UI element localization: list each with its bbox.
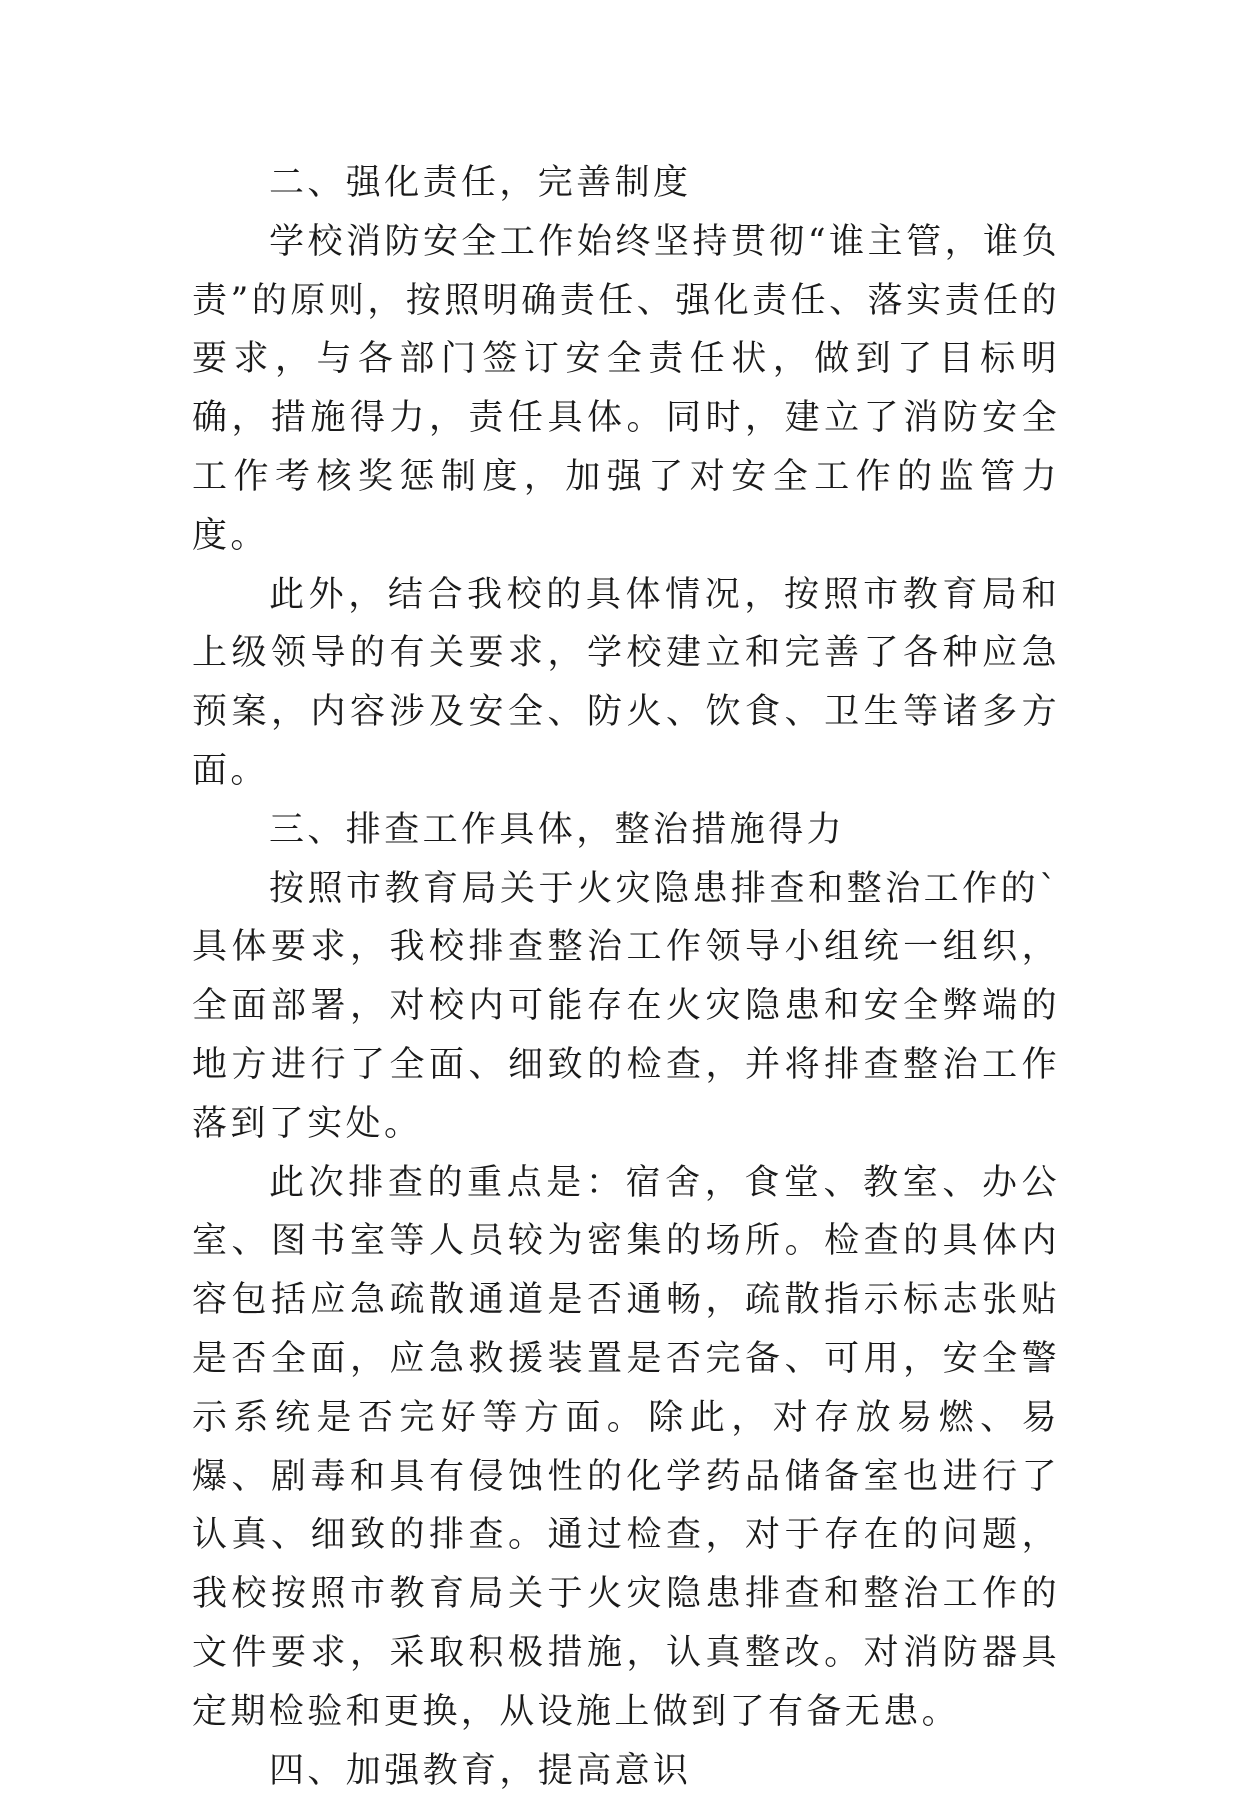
paragraph-inspection: 按照市教育局关于火灾隐患排查和整治工作的`具体要求，我校排查整治工作领导小组统一组织，全面部署，对校内可能存在火灾隐患和安全弊端的地方进行了全面、细致的检查，并将排查整治工作落到了实处。 — [192, 868, 1060, 1144]
document-body — [192, 154, 1060, 1800]
section-heading-3: 三、排查工作具体，整治措施得力 — [269, 809, 846, 850]
paragraph-emergency-plans: 此外，结合我校的具体情况，按照市教育局和上级领导的有关要求，学校建立和完善了各种应急预案，内容涉及安全、防火、饮食、卫生等诸多方面。 — [192, 574, 1060, 791]
section-heading-4: 四、加强教育，提高意识 — [269, 1750, 692, 1791]
paragraph-inspection-focus: 此次排查的重点是：宿舍，食堂、教室、办公室、图书室等人员较为密集的场所。检查的具体内容包括应急疏散通道是否通畅，疏散指示标志张贴是否全面，应急救援装置是否完备、可用，安全警示系统是否完好等方面。除此，对存放易燃、易爆、剧毒和具有侵蚀性的化学药品储备室也进行了认真、细致的排查。通过检查，对于存在的问题，我校按照市教育局关于火灾隐患排查和整治工作的文件要求，采取积极措施，认真整改。对消防器具定期检验和更换，从设施上做到了有备无患。 — [192, 1162, 1060, 1732]
section-heading-2: 二、强化责任，完善制度 — [269, 163, 692, 203]
paragraph-responsibility: 学校消防安全工作始终坚持贯彻“谁主管，谁负责”的原则，按照明确责任、强化责任、落实责任的要求，与各部门签订安全责任状，做到了目标明确，措施得力，责任具体。同时，建立了消防安全工作考核奖惩制度，加强了对安全工作的监管力度。 — [192, 221, 1060, 556]
